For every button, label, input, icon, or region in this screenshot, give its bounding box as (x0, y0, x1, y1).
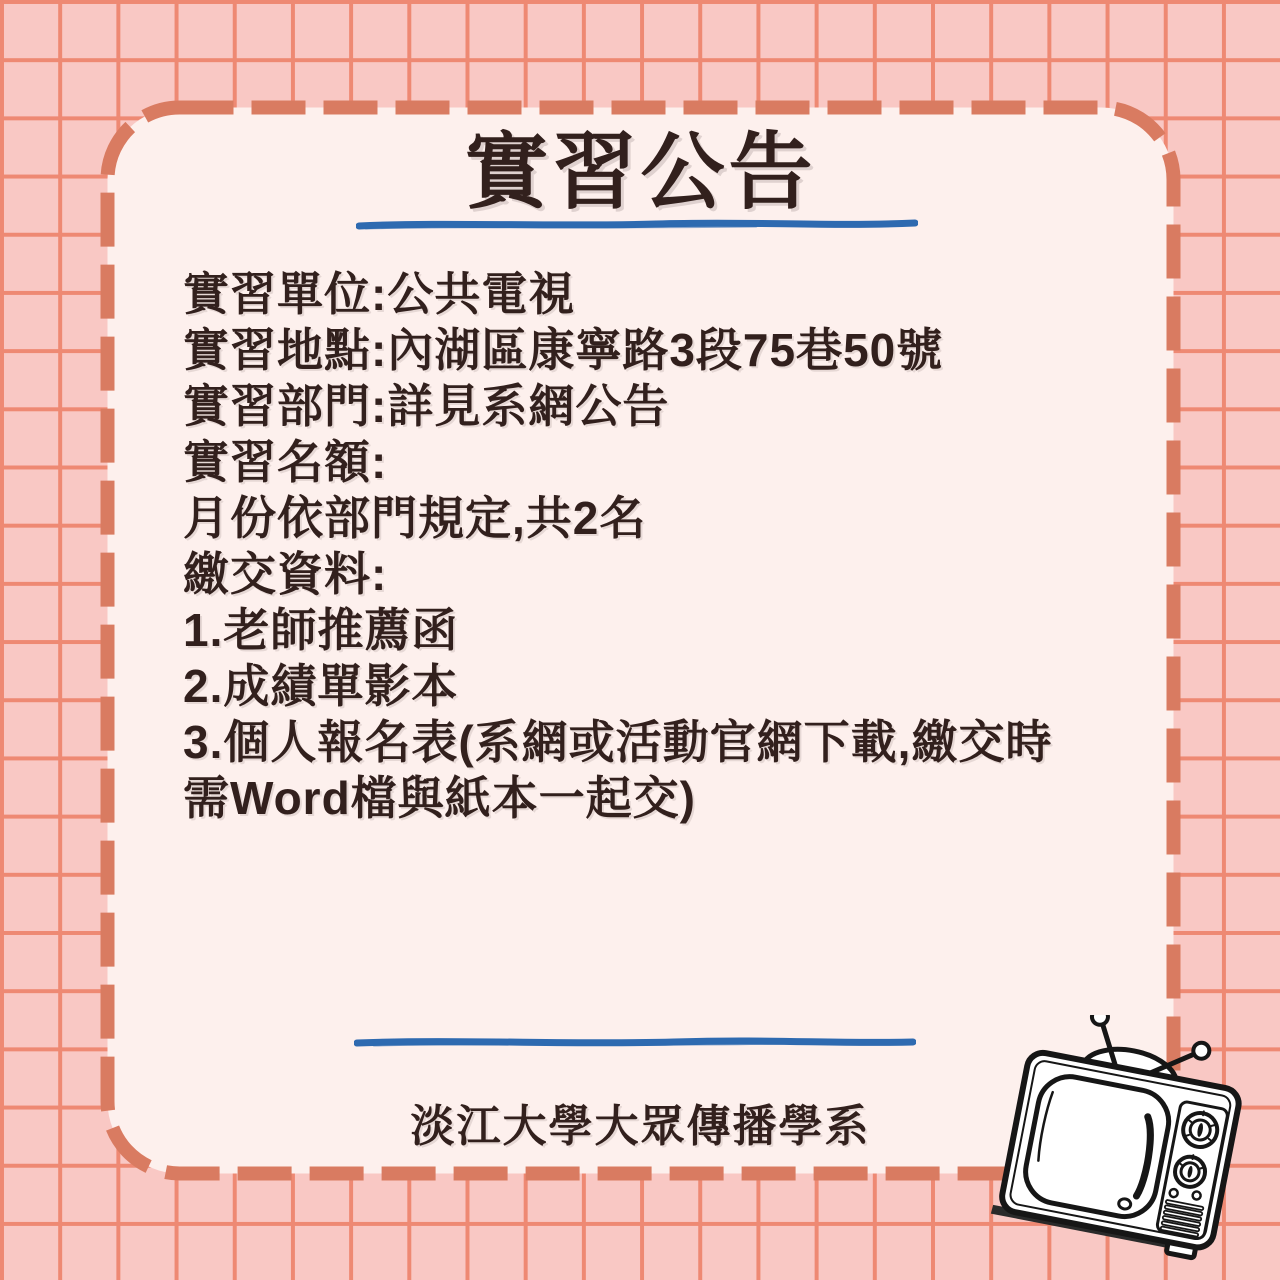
footer-underline (354, 1036, 916, 1050)
info-location-line: 實習地點:內湖區康寧路3段75巷50號 (183, 324, 944, 376)
title-underline (356, 218, 918, 232)
page-title: 實習公告 (464, 125, 817, 219)
retro-tv-icon (985, 1015, 1270, 1280)
info-unit-line: 實習單位:公共電視 (183, 268, 576, 320)
quota-detail: 月份依部門規定,共2名 (183, 492, 647, 544)
department-name: 淡江大學大眾傳播學系 (410, 1102, 871, 1151)
material-item: 1.老師推薦函 (183, 604, 459, 656)
material-item: 3.個人報名表(系網或活動官網下載,繳交時需Word檔與紙本一起交) (183, 716, 1053, 824)
quota-label: 實習名額: (183, 436, 388, 488)
announcement-body (183, 266, 1083, 826)
materials-block (183, 546, 1083, 826)
material-item: 2.成績單影本 (183, 660, 459, 712)
materials-label: 繳交資料: (183, 548, 388, 600)
info-quota-block (183, 434, 1083, 546)
info-department-line: 實習部門:詳見系網公告 (183, 380, 670, 432)
